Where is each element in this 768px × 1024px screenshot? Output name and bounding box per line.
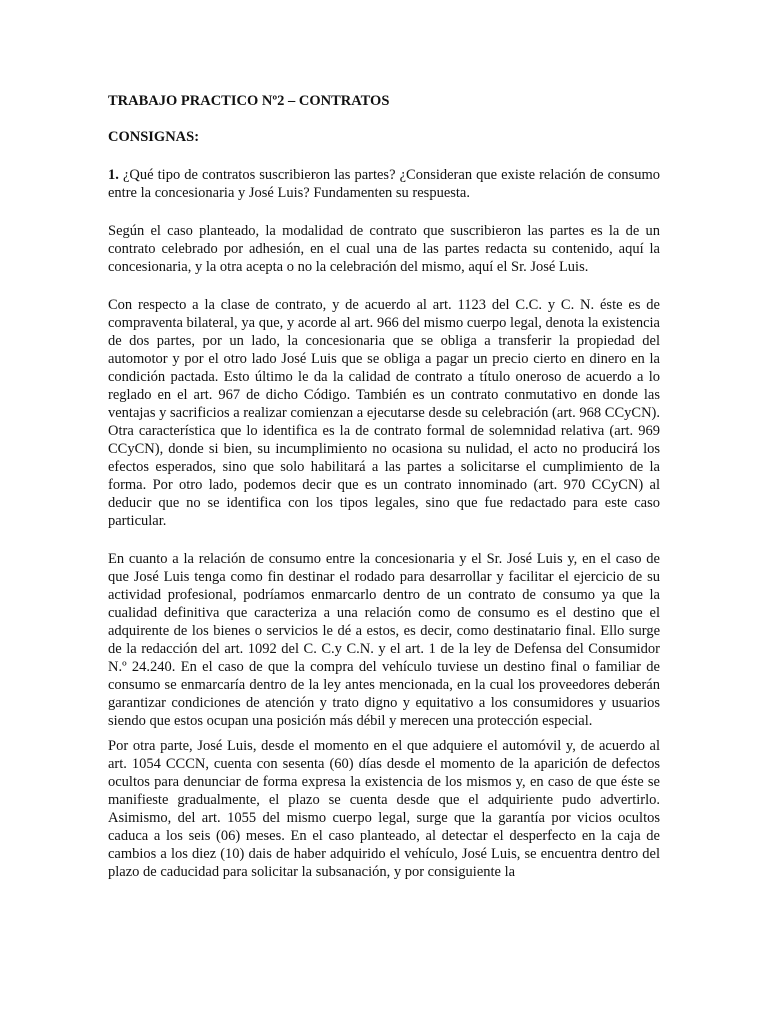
section-heading: CONSIGNAS: <box>108 129 200 145</box>
answer-paragraph: En cuanto a la relación de consumo entre la concesionaria y el Sr. José Luis y, en el caso de que José Luis tenga como fin destinar el rodado para desarrollar y facilitar el ejercicio de su actividad profesional, podríamos enmarcarlo dentro de un contrato de consumo ya que la cualidad definitiva que caracteriza a una relación como de consumo es el destino que el adquirente de los bienes o servicios le dé a estos, es decir, como destinatario final. Ello surge de la redacción del art. 1092 del C. C.y C.N. y el art. 1 de la ley de Defensa del Consumidor N.º 24.240. En el caso de que la compra del vehículo tuviese un destino final o familiar de consumo se enmarcaría dentro de la ley antes mencionada, en la cual los proveedores deberán garantizar condiciones de atención y trato digno y equitativo a los consumidores y usuarios siendo que estos ocupan una posición más débil y merecen una protección especial. <box>108 551 660 729</box>
answer-paragraph: Según el caso planteado, la modalidad de contrato que suscribieron las partes es la de un contrato celebrado por adhesión, en el cual una de las partes redacta su contenido, aquí la concesionaria, y la otra acepta o no la celebración del mismo, aquí el Sr. José Luis. <box>108 223 660 275</box>
answer-paragraph: Por otra parte, José Luis, desde el momento en el que adquiere el automóvil y, de acuerdo al art. 1054 CCCN, cuenta con sesenta (60) días desde el momento de la aparición de defectos ocultos para denunciar de forma expresa la existencia de los mismos y, en caso de que éste se manifieste gradualmente, el plazo se cuenta desde que el adquiriente pudo advertirlo. Asimismo, del art. 1055 del mismo cuerpo legal, surge que la garantía por vicios ocultos caduca a los seis (06) meses. En el caso planteado, al detectar el desperfecto en la caja de cambios a los diez (10) dais de haber adquirido el vehículo, José Luis, se encuentra dentro del plazo de caducidad para solicitar la subsanación, y por consiguiente la <box>108 738 660 880</box>
question-text: ¿Qué tipo de contratos suscribieron las partes? ¿Consideran que existe relación de consumo entre la concesionaria y José Luis? Fundamenten su respuesta. <box>108 167 660 201</box>
question-number: 1. <box>108 167 119 183</box>
answer-paragraph: Con respecto a la clase de contrato, y de acuerdo al art. 1123 del C.C. y C. N. éste es de compraventa bilateral, ya que, y acorde al art. 966 del mismo cuerpo legal, denota la existencia de dos partes, por un lado, la concesionaria que se obliga a transferir la propiedad del automotor y por el otro lado José Luis que se obliga a pagar un precio cierto en dinero en la condición pactada. Esto último le da la calidad de contrato a título oneroso de acuerdo a lo reglado en el art. 967 de dicho Código. También es un contrato conmutativo en donde las ventajas y sacrificios a realizar comienzan a ejecutarse desde su celebración (art. 968 CCyCN). Otra característica que lo identifica es la de contrato formal de solemnidad relativa (art. 969 CCyCN), donde si bien, su incumplimiento no ocasiona su nulidad, el acto no producirá los efectos esperados, sino que solo habilitará a las partes a solicitarse el cumplimiento de la forma. Por otro lado, podemos decir que es un contrato innominado (art. 970 CCyCN) al deducir que no se identifica con los tipos legales, sino que fue redactado para este caso particular. <box>108 297 660 529</box>
question-1 <box>108 166 660 202</box>
document-title: TRABAJO PRACTICO Nº2 – CONTRATOS <box>108 93 390 109</box>
